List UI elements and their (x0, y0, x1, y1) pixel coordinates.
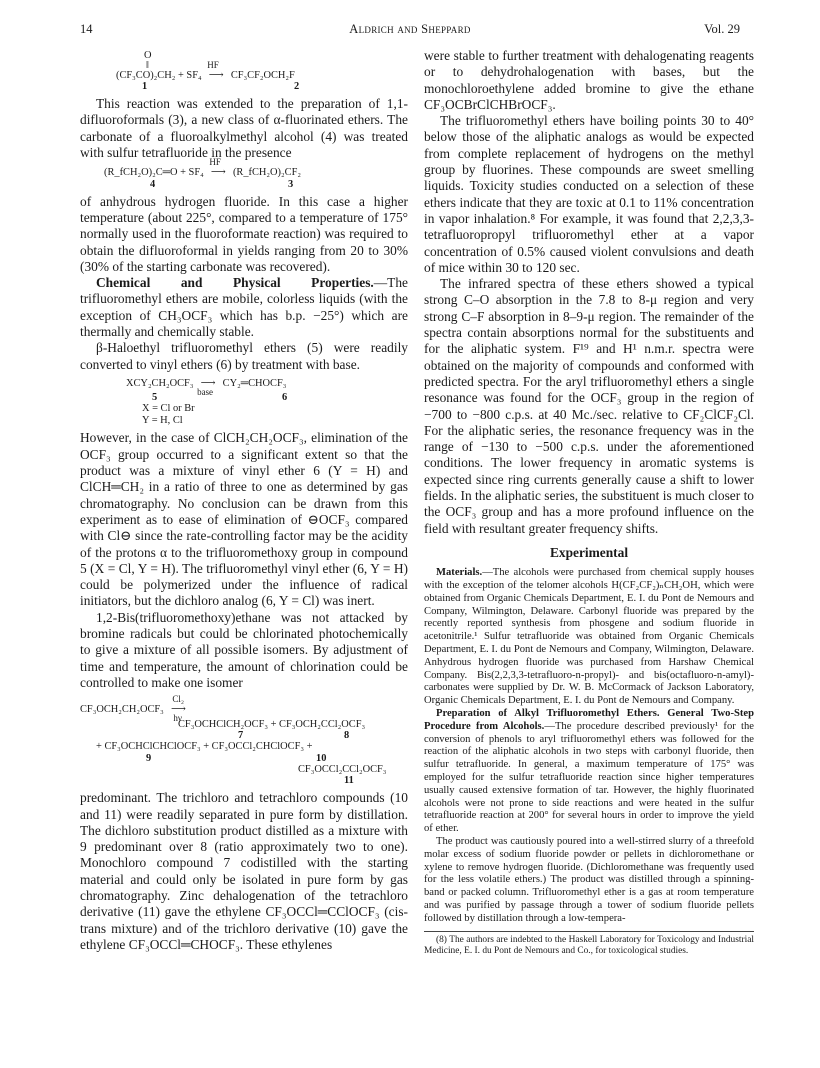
paragraph: The infrared spectra of these ethers showed a typical strong C–O absorption in the 7.8 to 8-μ region and very strong C–F absorption in 8–9-μ region. The remainder of the spectra contain absorptions normal for the substituents and for the aliphatic system. F¹⁹ and H¹ n.m.r. spectra were obtained on the majority of compounds and conformed with predicted spectra. For the aryl trifluoromethyl ethers a single resonance was found for the OCF₃ group in the region of −700 to −800 c.p.s. at 40 Mc./sec. relative to CF₂ClCF₂Cl. For the aliphatic series, the resonance frequency was in the range of −130 to −500 c.p.s. under the aforementioned conditions. The lower frequency in aromatic systems is expected since ring currents generally cause a shift to lower fields. In the aliphatic series, the substituent is much closer to the OCF₃ group and has a more profound influence on the field with resultant greater frequency shifts. (424, 276, 754, 536)
equation-1 (80, 50, 408, 92)
equation-4 (80, 696, 408, 786)
paragraph: 1,2-Bis(trifluoromethoxy)ethane was not attacked by bromine radicals but could be chlorinated photochemically to give a mixture of all possible isomers. By adjustment of time and temperature, the amount of chlorination could be controlled to make one isomer (80, 609, 408, 690)
eq1-reactants: (CF₃CO)₂CH₂ + SF₄ (116, 69, 202, 81)
section-run-in-head: Chemical and Physical Properties. (96, 275, 374, 291)
compound-number: 2 (294, 81, 300, 92)
paragraph: of anhydrous hydrogen fluoride. In this case a higher temperature (about 225°, compared to a temperature of 175° normally used in the fluoroformate reaction) was required to obtain the difluoroformal in yields ranging from 20 to 30% (30% of the starting carbonate was recovered). (80, 193, 408, 274)
paragraph-text: —The trifluoromethyl ethers are mobile, colorless liquids (with the exception of CH₃OCF₃ which has b.p. −25°) which are thermally and chemically stable. (80, 275, 408, 340)
eq2-products: (R_fCH₂O)₂CF₂ (232, 167, 301, 179)
compound-number: 6 (282, 392, 288, 404)
paragraph (424, 567, 754, 708)
paragraph-text: —The alcohols were purchased from chemical supply houses with the exception of the telomer alcohols H(CF₂CF₂)ₙCH₂OH, which were obtained from Organic Chemicals Department, E. I. du Pont de Nemours and Company, Wilmington, Delaware. Carbonyl fluoride was prepared by the recently reported synthesis from phosgene and sodium fluoride in acetonitrile.¹ Sulfur tetrafluoride was obtained from Organic Chemicals Department, E. I. du Pont de Nemours and Company, Wilmington, Delaware. Anhydrous hydrogen fluoride was purchased from Harshaw Chemical Company. Bis(2,2,3,3-tetrafluoro-n-propyl)- and bis(octafluoro-n-amyl)-carbonates were supplied by Dr. W. B. McCormack of Jackson Laboratory, Organic Chemicals Department, E. I. du Pont de Nemours and Company. (424, 567, 754, 707)
reaction-arrow: HF ⟶ (209, 157, 226, 179)
eq4-numbers-4 (80, 775, 408, 786)
eq3-numbers (126, 392, 408, 403)
page-number: 14 (80, 22, 93, 36)
eq4-products-line-3: + CF₃OCHClCHClOCF₃ + CF₃OCCl₂CHClOCF₃ + (96, 741, 313, 753)
compound-number: 7 (238, 730, 244, 742)
carbonyl-bond: ‖ (146, 59, 149, 71)
eq4-numbers-2 (80, 730, 408, 741)
eq4-products-line-2: CF₃OCHClCH₂OCF₃ + CF₃OCH₂CCl₂OCF₃ (178, 718, 366, 730)
reaction-arrow: HF ⟶ (207, 59, 224, 81)
eq4-reactant: CF₃OCH₂CH₂OCF₃ (80, 704, 164, 716)
compound-number: 5 (152, 392, 158, 404)
compound-number: 1 (142, 81, 148, 92)
paragraph: This reaction was extended to the preparation of 1,1-difluoroformals (3), a new class of α-fluorinated ethers. The carbonate of a fluoroalkylmethyl alcohol (4) was treated with sulfur tetrafluoride in the presence (80, 96, 408, 160)
eq4-reagent-top: Cl₂ (172, 694, 185, 705)
paragraph: The trifluoromethyl ethers have boiling points 30 to 40° below those of the aliphatic analogs as would be expected from complete replacement of hydrogens on the methyl group by fluorines. These compounds are sweet smelling liquids. Toxicity studies conducted on a selection of these ethers indicate that they are toxic at 0.1 to 11% concentration in vapor inhalation.⁸ For example, it was found that 2,2,3,3-tetrafluoropropyl trifluoromethyl ether at a vapor concentration of 0.5% caused violent convulsions and death of mice within 30 to 120 sec. (424, 113, 754, 275)
equation-2 (80, 157, 408, 190)
running-head: Aldrich and Sheppard (349, 22, 471, 36)
eq3-reagent: base (197, 386, 214, 397)
footnote: (8) The authors are indebted to the Haskell Laboratory for Toxicology and Industrial Medicine, E. I. du Pont de Nemours and Co., for toxicological studies. (424, 931, 754, 957)
compound-number: 4 (150, 178, 156, 190)
compound-number: 9 (146, 752, 152, 764)
compound-number: 3 (288, 178, 294, 190)
paragraph: predominant. The trichloro and tetrachloro compounds (10 and 11) were readily separated in pure form by distillation. The dichloro substitution product distilled as a mixture with 9 predominant over 8 (ratio approximately two to one). Monochloro compound 7 codistilled with the starting material and could only be isolated in pure form by gas chromatography. Zinc dehalogenation of the tetrachloro derivative (11) gave the ethylene CF₃OCCl═CClOCF₃ (cis-trans mixture) and of the trichloro derivative (10) gave the ethylene CF₃OCCl═CHOCF₃. These ethylenes (80, 790, 408, 952)
eq1-reagent: HF (207, 59, 219, 70)
eq2-reactants: (R_fCH₂O)₂C═O + SF₄ (104, 167, 204, 179)
equation-1-line (116, 59, 408, 82)
section-heading: Experimental (549, 544, 629, 560)
eq1-numbers (116, 81, 408, 92)
eq2-reagent: HF (209, 157, 221, 168)
equation-2-line (104, 157, 408, 179)
left-column (80, 48, 408, 953)
run-in-head-materials: Materials. (436, 567, 483, 579)
compound-number: 8 (344, 730, 350, 742)
eq3-product: CY₂═CHOCF₃ (222, 377, 287, 389)
eq3-reactant: XCY₂CH₂OCF₃ (126, 377, 194, 389)
paragraph: However, in the case of ClCH₂CH₂OCF₃, elimination of the OCF₃ group occurred to a significant extent so that the product was a mixture of vinyl ether 6 (Y = H) and ClCH═CH₂ in a ratio of three to one as determined by gas chromatography. No conclusion can be drawn from this experiment as to ease of elimination of ⊖OCF₃ compared with Cl⊖ since the rate-controlling factor may be the acidity of the protons α to the trifluoromethoxy group in compound 5 (X = Cl, Y = H). The trifluoromethyl vinyl ether (6, Y = H) could be polymerized under the influence of radical initiators, but the dichloro analog (6, Y = Cl) was inert. (80, 430, 408, 609)
compound-number: 11 (344, 775, 354, 787)
right-column (424, 48, 754, 957)
compound-number: 10 (316, 752, 327, 764)
eq3-def-y: Y = H, Cl (142, 414, 183, 426)
eq4-numbers-3 (80, 753, 408, 764)
page-header (80, 22, 740, 42)
reaction-arrow: ⟶ base (197, 377, 216, 397)
volume-label: Vol. 29 (704, 22, 740, 36)
reaction-arrow: Cl₂ ⟶ hν (170, 694, 186, 724)
paragraph (80, 275, 408, 340)
carbonyl-oxygen: O (144, 50, 152, 61)
paragraph: were stable to further treatment with dehalogenating reagents or to dehydrohalogenation with bases, but the monochloroethylene added bromine to give the ethane CF₃OCBrClCHBrOCF₃. (424, 48, 754, 112)
paragraph (424, 708, 754, 836)
paragraph: β-Haloethyl trifluoromethyl ethers (5) were readily converted to vinyl ethers (6) by treatment with base. (80, 340, 408, 372)
equation-3-line (126, 377, 408, 397)
paragraph-text: —The procedure described previously¹ for the conversion of phenols to aryl trifluoromethyl ethers was followed for the reaction of the aliphatic alcohols in two steps with carbonyl fluoride, then sulfur tetrafluoride. In general, a maximum temperature of 175° was employed for the sulfur tetrafluoride reaction since higher temperatures usually caused extensive formation of tar. However, the highly fluorinated alcohols were not prone to side reactions and were heated in the sulfur tetrafluoride reaction at 200° for several hours in order to improve the yield of ether. (424, 720, 754, 835)
paragraph: The product was cautiously poured into a well-stirred slurry of a threefold molar excess of sodium fluoride powder or pellets in dichloromethane or xylene to remove hydrogen fluoride. (Dichloromethane was frequently used for the less volatile ethers.) The product was distilled through a spinning-band or packed column. Trifluoromethyl ether is a gas at room temperature and was purified by passage through a tower of sodium fluoride pellets followed by distillation through a low-tempera- (424, 835, 754, 924)
eq4-products-line-4: CF₃OCCl₂CCl₂OCF₃ (298, 763, 387, 775)
eq3-def-x: X = Cl or Br (142, 403, 195, 415)
run-in-head-preparation: Preparation of Alkyl Trifluoromethyl Ethers. General Two-Step Procedure from Alcohols. (424, 707, 754, 732)
equation-3 (80, 378, 408, 427)
eq2-numbers (104, 179, 408, 190)
eq4-reagent-bottom: hν (173, 713, 182, 724)
eq1-products: CF₃CF₂OCH₂F (230, 69, 295, 81)
experimental-section (424, 567, 754, 925)
